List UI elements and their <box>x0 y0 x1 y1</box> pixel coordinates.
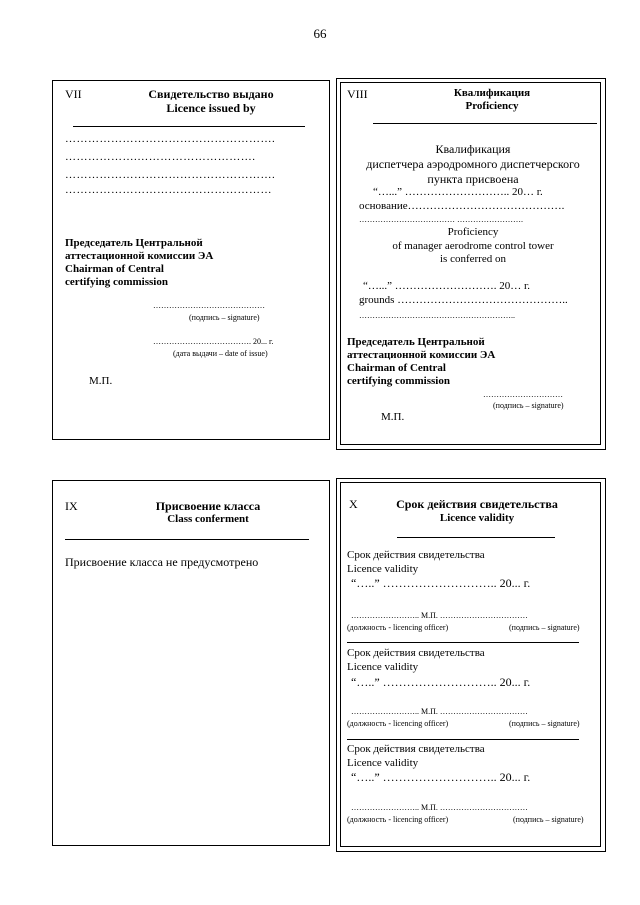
roman-numeral: VIII <box>347 87 368 101</box>
signature-label: (подпись – signature) <box>509 623 580 632</box>
title-en: Class conferment <box>167 513 249 525</box>
panel-viii <box>336 78 606 450</box>
chairman-en-1: Chairman of Central <box>347 362 446 374</box>
no-class-text: Присвоение класса не предусмотрено <box>65 555 259 569</box>
basis-ru-dots: ……………………………… ……………………. <box>359 215 523 224</box>
dot-line-2: ……………….…………………………. <box>65 151 256 163</box>
validity-en: Licence validity <box>347 757 419 769</box>
grounds-dots: ………………………………………………….. <box>359 311 515 320</box>
body-ru-3: пункта присвоена <box>427 172 519 186</box>
panel-ix <box>52 480 330 846</box>
signature-label: (подпись – signature) <box>513 815 584 824</box>
roman-numeral: VII <box>65 87 82 101</box>
title-en: Proficiency <box>465 100 519 112</box>
sign-line: …………………….. М.П. …………………………… <box>351 803 528 812</box>
chairman-en-1: Chairman of Central <box>65 263 164 275</box>
basis-ru: основание……………………………………. <box>359 200 565 212</box>
officer-label: (должность - licencing officer) <box>347 623 449 632</box>
dot-line-3: ………………………………………………. <box>65 169 276 181</box>
chairman-ru-2: аттестационной комиссии ЭА <box>347 349 496 361</box>
signature-label: (подпись – signature) <box>493 401 564 410</box>
body-ru-2: диспетчера аэродромного диспетчерского <box>366 157 580 171</box>
title-underline <box>373 123 597 124</box>
title-underline <box>73 126 305 127</box>
title-underline <box>65 539 309 540</box>
issue-date-line: ………………………………. 20... г. <box>153 337 274 346</box>
chairman-ru-1: Председатель Центральной <box>347 336 485 348</box>
signature-dots: …………………………………… <box>153 301 265 310</box>
title-ru: Свидетельство выдано <box>148 87 274 101</box>
dot-line-4: ……………………………………………… <box>65 184 272 196</box>
panel-vii <box>52 80 330 440</box>
body-en-1: Proficiency <box>447 226 499 238</box>
date-ru: “…...” ……………………….. 20… г. <box>373 186 543 198</box>
validity-en: Licence validity <box>347 563 419 575</box>
chairman-en-2: certifying commission <box>65 276 168 288</box>
signature-label: (подпись – signature) <box>509 719 580 728</box>
title-ru: Срок действия свидетельства <box>396 497 558 511</box>
signature-dots: ………………………… <box>483 390 563 399</box>
roman-numeral: IX <box>65 499 78 513</box>
stamp-label: М.П. <box>89 375 113 387</box>
block-divider <box>347 642 579 643</box>
title-en: Licence validity <box>439 512 515 524</box>
page-number: 66 <box>313 26 327 41</box>
date-en: “…...” ………………………. 20… г. <box>363 280 531 292</box>
validity-ru: Срок действия свидетельства <box>347 549 485 561</box>
grounds-en: grounds ……………………………………….. <box>359 294 568 306</box>
officer-label: (должность - licencing officer) <box>347 815 449 824</box>
title-ru: Присвоение класса <box>155 499 261 513</box>
title-underline <box>397 537 555 538</box>
body-en-2: of manager aerodrome control tower <box>392 240 554 252</box>
officer-label: (должность - licencing officer) <box>347 719 449 728</box>
dot-line-1: ………………………………………………. <box>65 133 276 145</box>
sign-line: …………………….. М.П. …………………………… <box>351 707 528 716</box>
stamp-label: М.П. <box>381 411 405 423</box>
validity-en: Licence validity <box>347 661 419 673</box>
sign-line: …………………….. М.П. …………………………… <box>351 611 528 620</box>
roman-numeral: X <box>349 497 358 511</box>
panel-x <box>336 478 606 852</box>
signature-label: (подпись – signature) <box>189 313 260 322</box>
body-en-3: is conferred on <box>440 253 506 265</box>
chairman-ru-2: аттестационной комиссии ЭА <box>65 250 214 262</box>
issue-date-label: (дата выдачи – date of issue) <box>173 349 268 358</box>
validity-date: “…..” ……………………….. 20... г. <box>351 770 531 784</box>
validity-ru: Срок действия свидетельства <box>347 647 485 659</box>
validity-date: “…..” ……………………….. 20... г. <box>351 576 531 590</box>
chairman-ru-1: Председатель Центральной <box>65 237 203 249</box>
validity-ru: Срок действия свидетельства <box>347 743 485 755</box>
chairman-en-2: certifying commission <box>347 375 450 387</box>
body-ru-1: Квалификация <box>435 142 511 156</box>
validity-date: “…..” ……………………….. 20... г. <box>351 675 531 689</box>
block-divider <box>347 739 579 740</box>
title-ru: Квалификация <box>453 87 531 99</box>
title-en: Licence issued by <box>166 101 256 115</box>
